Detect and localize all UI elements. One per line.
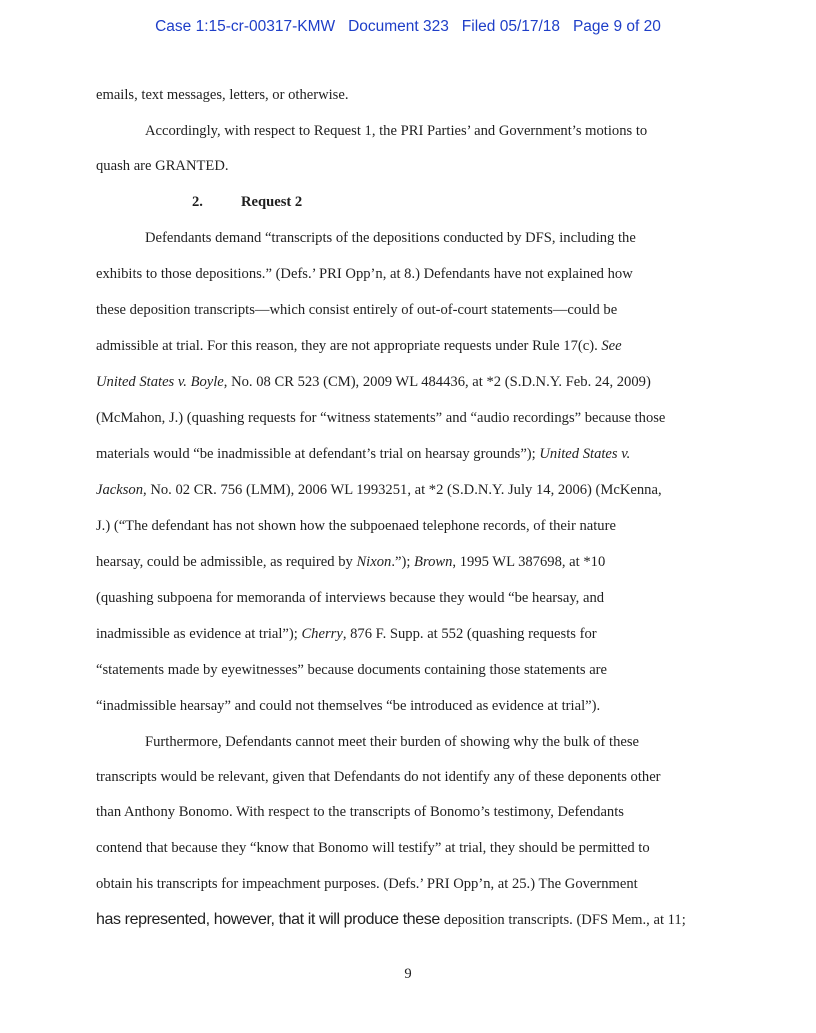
line-text: “statements made by eyewitnesses” because documents containing those statements are	[96, 662, 608, 678]
line-text: Accordingly, with respect to Request 1, the PRI Parties’ and Government’s motions to	[145, 123, 648, 139]
body-line	[96, 481, 662, 499]
case-number: Case 1:15-cr-00317-KMW	[155, 18, 336, 35]
body-line	[96, 589, 604, 607]
line-text: quash are GRANTED.	[96, 158, 229, 174]
body-line	[96, 911, 686, 929]
body-line	[96, 265, 633, 283]
body-line	[96, 86, 348, 104]
line-text: , 1995 WL 387698, at *10	[452, 554, 606, 570]
citation-text: Jackson	[96, 482, 144, 498]
line-text: Furthermore, Defendants cannot meet their burden of showing why the bulk of these	[145, 734, 640, 750]
body-line	[145, 733, 639, 751]
page-indicator: Page 9 of 20	[572, 18, 661, 35]
section-title: Request 2	[241, 194, 303, 210]
line-text: hearsay, could be admissible, as required by	[96, 554, 357, 570]
body-line	[96, 337, 622, 355]
citation-text: Nixon	[356, 554, 392, 570]
body-line	[96, 409, 665, 427]
line-text: .”);	[391, 554, 415, 570]
line-text: Defendants demand “transcripts of the depositions conducted by DFS, including the	[145, 230, 636, 246]
line-text: , 876 F. Supp. at 552 (quashing requests for	[342, 626, 597, 642]
citation-text: United States v. Boyle	[96, 374, 224, 390]
case-header	[0, 18, 816, 36]
body-line	[96, 768, 661, 786]
body-line	[96, 661, 607, 679]
filed-date: Filed 05/17/18	[461, 18, 561, 35]
line-text: than Anthony Bonomo. With respect to the transcripts of Bonomo’s testimony, Defendants	[96, 804, 624, 820]
line-text: (McMahon, J.) (quashing requests for “witness statements” and “audio recordings” because those	[96, 410, 666, 426]
body-line	[145, 229, 636, 247]
document-number: Document 323	[348, 18, 449, 35]
section-number: 2.	[192, 194, 203, 210]
body-line	[96, 445, 630, 463]
citation-text: See	[601, 338, 622, 354]
body-line	[96, 553, 605, 571]
line-text: these deposition transcripts—which consist entirely of out-of-court statements—could be	[96, 302, 618, 318]
body-line	[145, 122, 647, 140]
body-line	[96, 157, 229, 175]
line-text: has represented, however, that it will produce these	[96, 911, 444, 928]
line-text: admissible at trial. For this reason, they are not appropriate requests under Rule 17(c).	[96, 338, 602, 354]
body-line	[96, 839, 650, 857]
line-text: contend that because they “know that Bonomo will testify” at trial, they should be permitted to	[96, 840, 650, 856]
page-number: 9	[404, 966, 412, 982]
body-line	[96, 301, 617, 319]
line-text: (quashing subpoena for memoranda of interviews because they would “be hearsay, and	[96, 590, 605, 606]
line-text: emails, text messages, letters, or otherwise.	[96, 87, 349, 103]
line-text: deposition transcripts. (DFS Mem., at 11;	[443, 912, 686, 928]
citation-text: Cherry	[301, 626, 343, 642]
line-text: exhibits to those depositions.” (Defs.’ PRI Opp’n, at 8.) Defendants have not explained how	[96, 266, 633, 282]
body-line	[96, 697, 600, 715]
body-line	[96, 517, 616, 535]
line-text: “inadmissible hearsay” and could not themselves “be introduced as evidence at trial”).	[96, 698, 601, 714]
line-text: , No. 08 CR 523 (CM), 2009 WL 484436, at *2 (S.D.N.Y. Feb. 24, 2009)	[223, 374, 651, 390]
body-line	[96, 625, 597, 643]
line-text: materials would “be inadmissible at defendant’s trial on hearsay grounds”);	[96, 446, 540, 462]
citation-text: United States v.	[539, 446, 631, 462]
line-text: inadmissible as evidence at trial”);	[96, 626, 302, 642]
line-text: , No. 02 CR. 756 (LMM), 2006 WL 1993251, at *2 (S.D.N.Y. July 14, 2006) (McKenna,	[143, 482, 662, 498]
body-line	[96, 875, 638, 893]
body-line	[96, 803, 624, 821]
line-text: obtain his transcripts for impeachment purposes. (Defs.’ PRI Opp’n, at 25.) The Government	[96, 876, 638, 892]
line-text: J.) (“The defendant has not shown how the subpoenaed telephone records, of their nature	[96, 518, 616, 534]
citation-text: Brown	[414, 554, 453, 570]
body-line	[96, 373, 651, 391]
line-text: transcripts would be relevant, given that Defendants do not identify any of these deponents other	[96, 769, 661, 785]
